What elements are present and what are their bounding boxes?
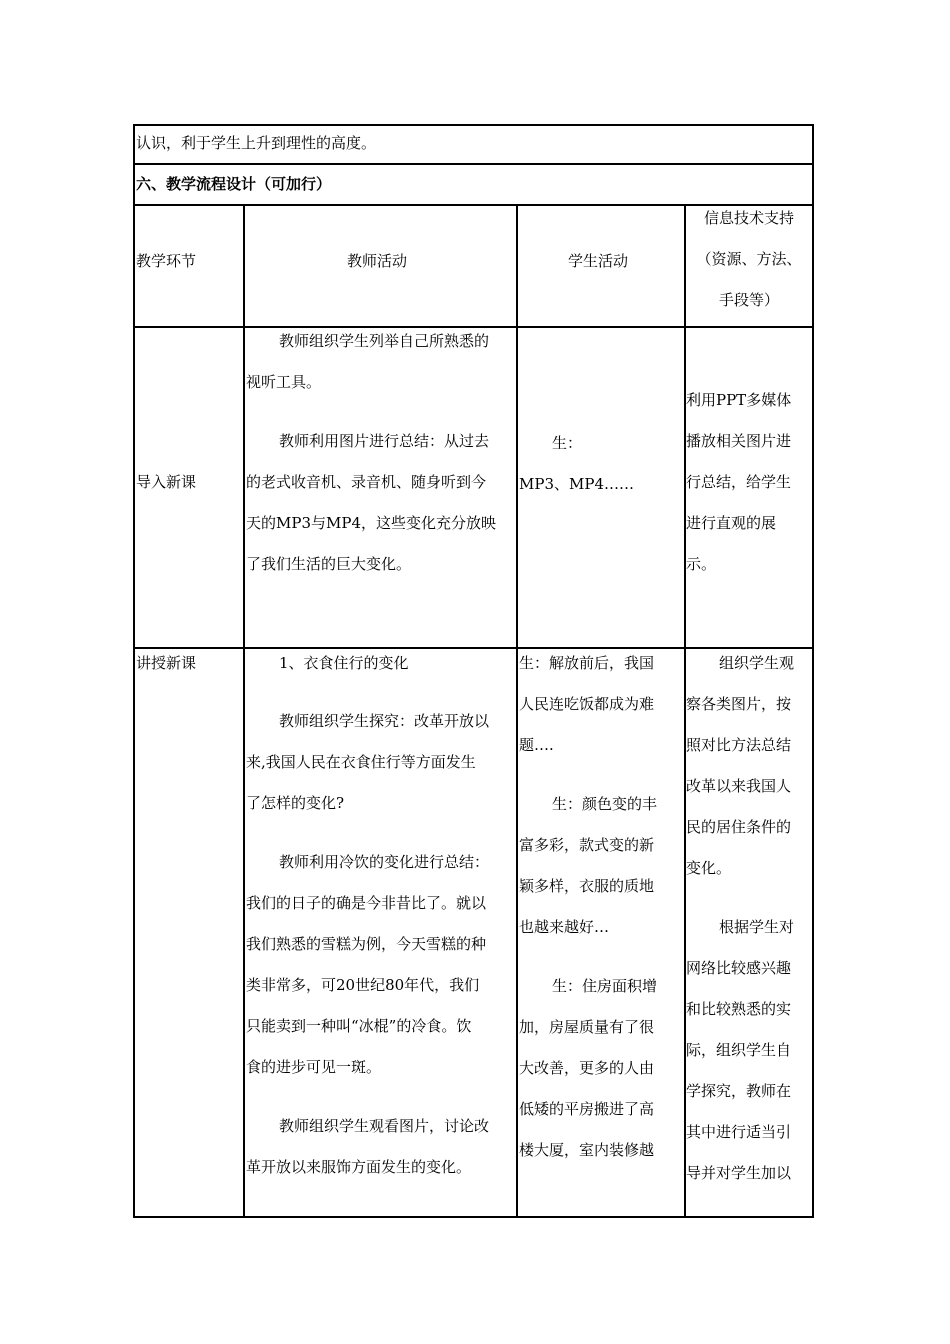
teacher-paragraph: 教师利用图片进行总结：从过去 的老式收音机、录音机、随身听到今 天的MP3与MP4，这些变化充分放映 了我们生活的巨大变化。: [246, 432, 496, 573]
teacher-paragraph: 教师利用冷饮的变化进行总结： 我们的日子的确是今非昔比了。就以 我们熟悉的雪糕为例，今天雪糕的种 类非常多，可20世纪80年代，我们 只能卖到一种叫“冰棍”的冷食。饮 食的进步可见一斑。: [246, 853, 490, 1076]
it-support-paragraph: 组织学生观 察各类图片，按 照对比方法总结 改革以来我国人 民的居住条件的 变化。: [686, 654, 795, 877]
teacher-paragraph: 教师组织学生观看图片，讨论改 革开放以来服饰方面发生的变化。: [246, 1117, 490, 1176]
stage-cell: 导入新课: [136, 473, 197, 491]
teacher-paragraph: 教师组织学生探究：改革开放以 来,我国人民在衣食住行等方面发生 了怎样的变化?: [246, 712, 490, 812]
header-student: 学生活动: [568, 252, 629, 270]
student-paragraph: 生：颜色变的丰 富多彩，款式变的新 颖多样，衣服的质地 也越来越好…: [519, 795, 658, 936]
top-note: 认识，利于学生上升到理性的高度。: [136, 134, 377, 152]
header-teacher: 教师活动: [347, 252, 408, 270]
teacher-paragraph: 教师组织学生列举自己所熟悉的 视听工具。: [246, 332, 490, 391]
teacher-paragraph: 1、衣食住行的变化: [279, 654, 409, 672]
header-stage: 教学环节: [136, 252, 197, 270]
column-divider: [516, 204, 518, 1218]
it-support-paragraph: 根据学生对 网络比较感兴趣 和比较熟悉的实 际，组织学生自 学探究，教师在 其中进行适当引 导并对学生加以: [686, 918, 795, 1182]
stage-cell: 讲授新课: [136, 654, 197, 672]
header-it-support: 信息技术支持 （资源、方法、 手段等）: [696, 209, 802, 309]
student-paragraph: 生：住房面积增 加，房屋质量有了很 大改善，更多的人由 低矮的平房搬进了高 楼大厦，室内装修越: [519, 977, 658, 1159]
section-title: 六、教学流程设计（可加行）: [136, 175, 332, 193]
it-support-paragraph: 利用PPT多媒体 播放相关图片进 行总结，给学生 进行直观的展 示。: [686, 391, 792, 573]
student-paragraph: 生： MP3、MP4……: [519, 434, 634, 493]
column-divider: [243, 204, 245, 1218]
student-paragraph: 生：解放前后，我国 人民连吃饭都成为难 题….: [519, 654, 655, 754]
